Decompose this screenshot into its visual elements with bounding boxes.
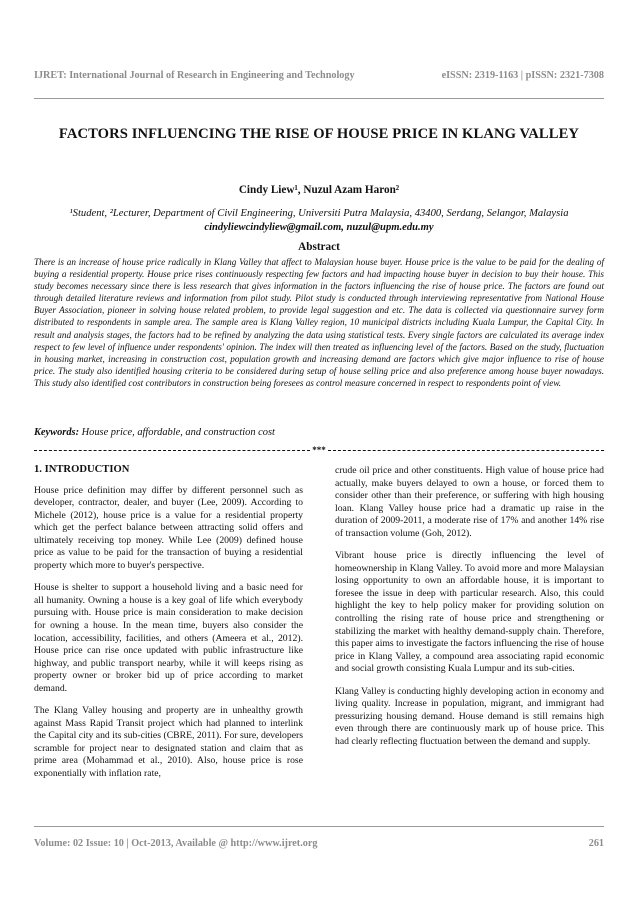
author-emails: cindyliewcindyliew@gmail.com, nuzul@upm.edu.my xyxy=(204,222,434,233)
abstract-heading: Abstract xyxy=(298,241,340,253)
paragraph: crude oil price and other constituents. High value of house price had actually, make buyers delayed to own a house, or forced them to consider other than their preference, or suffering with high housing loan. Klang Valley house price had a dramatic up raise in the duration of 2009-2011, a moderate rise of 17% and another 14% rise of transaction volume (Goh, 2012). xyxy=(335,465,604,539)
running-header xyxy=(34,70,604,81)
paper-title: FACTORS INFLUENCING THE RISE OF HOUSE PRICE IN KLANG VALLEY xyxy=(58,126,580,142)
volume-info: Volume: 02 Issue: 10 | Oct-2013, Available @ http://www.ijret.org xyxy=(34,838,318,849)
paragraph: The Klang Valley housing and property are in unhealthy growth against Mass Rapid Transit project which had planned to interlink the Capital city and its sub-cities (CBRE, 2011). For sure, developers scramble for project near to designated station and claim that as prime area (Mohammad et al., 2010). Also, house price is rose exponentially with inflation rate, xyxy=(34,705,303,780)
running-footer xyxy=(34,838,604,849)
paragraph: Klang Valley is conducting highly developing action in economy and living quality. Increase in population, migrant, and immigrant had pressurizing housing demand. House demand is still remains high even through there are continuously mark up of house price. This had clearly reflecting fluctuation between the demand and supply. xyxy=(335,685,604,747)
right-column xyxy=(335,465,604,758)
page-number: 261 xyxy=(588,838,604,849)
footer-rule xyxy=(34,826,604,827)
divider-dash-right xyxy=(328,450,604,451)
authors: Cindy Liew¹, Nuzul Azam Haron² xyxy=(238,184,400,196)
journal-name: IJRET: International Journal of Research in Engineering and Technology xyxy=(34,70,355,81)
abstract-text: There is an increase of house price radically in Klang Valley that affect to Malaysian house buyer. House price is the value to be paid for the dealing of buying a residential property. House price rises continuously respecting few factors and had impacting house buyer in decision to buy their house. This study becomes necessary since there is less research that gives information in the factors influencing the rise of house price. The factors are found out through detailed literature reviews and information from pilot study. Pilot study is conducted through interviewing representative from National House Buyer Association, pioneer in solving house related problem, to provide legal suggestion and etc. The data is collected via questionnaire survey form distributed to respondents in sample area. The sample area is Klang Valley region, 10 municipal districts including Kuala Lumpur, the Capital City. In result and analysis stages, the factors had to be refined by analyzing the data using statistical tests. Every single factors are calculated its average index respect to few level of influence under respondents' opinion. The index will then treated as influencing level of the factors. Based on the study, fluctuation in housing market, increasing in construction cost, population growth and increasing demand are factors which give major influence to rise of house price. The study also identified housing criteria to be considered during setup of house selling price and also preference among house buyer nowadays. This study also identified cost contributors in construction being foresees as control measure concerned in respect to respondents point of view. xyxy=(34,257,604,388)
paragraph: House price definition may differ by different personnel such as developer, contractor, dealer, and buyer (Lee, 2009). According to Michele (2012), house price is a value for a residential property which get the perfect balance between attracting solid offers and ultimately receiving top money. While Lee (2009) defined house price as value to be paid for the transaction of buying a residential property which more to buyer's perspective. xyxy=(34,484,303,571)
paragraph: Vibrant house price is directly influencing the level of homeownership in Klang Valley. To avoid more and more Malaysian losing opportunity to own an affordable house, it is important to foresee the issue in deep with particular research. Also, this could highlight the key to help policy maker for providing solution on controlling the rising rate of house price and strengthening or stabilizing the market with healthy demand-supply chain. Therefore, this paper aims to investigate the factors influencing the rise of house price in Klang Valley, a compound area associating rapid economic and social growth consisting Kuala Lumpur and its sub-cities. xyxy=(335,550,604,675)
section-heading-introduction: 1. INTRODUCTION xyxy=(34,464,130,475)
affiliation: ¹Student, ²Lecturer, Department of Civil Engineering, Universiti Putra Malaysia, 43400, Serdang, Selangor, Malaysia xyxy=(69,208,569,219)
affiliation-block xyxy=(34,207,604,235)
keywords-label: Keywords: xyxy=(34,427,80,438)
left-column xyxy=(34,460,303,791)
header-rule xyxy=(34,98,604,99)
divider-dash-left xyxy=(34,450,310,451)
divider-stars: *** xyxy=(312,445,326,455)
keywords-text: House price, affordable, and construction cost xyxy=(81,427,275,438)
keywords xyxy=(34,427,604,438)
paragraph: House is shelter to support a household living and a basic need for all humanity. Owning a house is a key goal of life which everybody pursuing with. House price is main consideration to make decision for owning a house. In the mean time, buyers also consider the location, accessibility, facilities, and others (Ameera et al., 2012). House price can rise once updated with public infrastructure like highway, and public transport nearby, while it will keeps rising as property owner or broker bid up of price according to market demand. xyxy=(34,582,303,694)
issn: eISSN: 2319-1163 | pISSN: 2321-7308 xyxy=(441,70,604,81)
section-divider xyxy=(34,443,604,457)
